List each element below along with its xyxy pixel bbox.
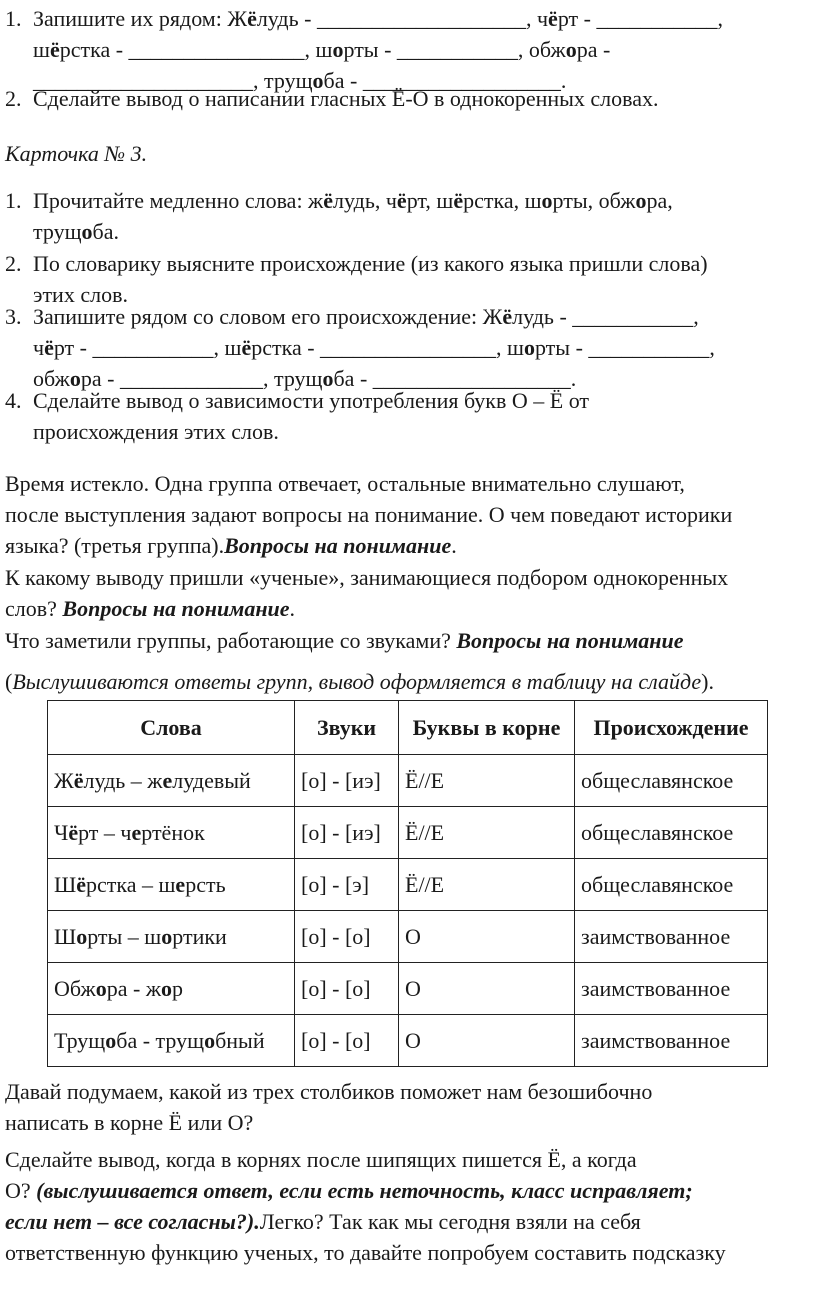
text-run: если нет – все согласны?). <box>5 1209 260 1234</box>
text-run: Прочитайте медленно слова: ж <box>33 188 324 213</box>
paragraph-line <box>5 1145 637 1175</box>
text-run: рты - ___________, <box>534 335 715 360</box>
text-run: о <box>105 1027 117 1053</box>
cell-words <box>48 859 295 911</box>
list-number: 4. <box>5 388 22 413</box>
text-run: ё <box>44 335 54 360</box>
text-run: написать в корне Ё или О? <box>5 1110 254 1135</box>
header-words: Слова <box>48 701 295 755</box>
text-run: Сделайте вывод о написании гласных Ё-О в однокоренных словах. <box>33 86 659 111</box>
cell-words <box>48 755 295 807</box>
cell-letters: Ё//Е <box>399 807 575 859</box>
paragraph-line <box>5 1176 693 1206</box>
text-run: Вопросы на понимание <box>62 596 290 621</box>
list-line <box>33 217 119 247</box>
list-number: 1. <box>5 6 22 31</box>
paragraph-line <box>5 1238 726 1268</box>
cell-letters: Ё//Е <box>399 755 575 807</box>
text-run: Вопросы на понимание <box>456 628 684 653</box>
text-run: рты, обж <box>552 188 636 213</box>
text-run: е <box>175 871 186 897</box>
table-row <box>48 859 768 911</box>
paragraph-line <box>5 1207 641 1237</box>
cell-sounds: [о] - [иэ] <box>295 807 399 859</box>
text-run: р <box>172 975 184 1001</box>
paragraph-line <box>5 500 732 530</box>
text-run: о <box>95 975 107 1001</box>
text-run: трущ <box>33 219 82 244</box>
text-run: ба - __________________. <box>333 366 577 391</box>
header-letters: Буквы в корне <box>399 701 575 755</box>
text-run: о <box>312 68 324 93</box>
text-run: рты – ш <box>87 923 162 949</box>
text-run: лудь – ж <box>83 767 163 793</box>
list-line <box>33 186 673 216</box>
cell-letters: О <box>399 963 575 1015</box>
text-run: Давай подумаем, какой из трех столбиков поможет нам безошибочно <box>5 1079 653 1104</box>
text-run: о <box>69 366 81 391</box>
text-run: ё <box>396 188 407 213</box>
list-line <box>33 249 708 279</box>
header-origin: Происхождение <box>575 701 768 755</box>
text-run: Ж <box>54 767 74 793</box>
table-row <box>48 963 768 1015</box>
list-number: 2. <box>5 86 22 111</box>
paragraph-line <box>5 594 295 624</box>
text-run: о <box>635 188 647 213</box>
list-line <box>33 333 715 363</box>
text-run: ра, <box>646 188 673 213</box>
text-run: ё <box>73 767 84 793</box>
text-run: Что заметили группы, работающие со звуками? <box>5 628 457 653</box>
text-run: рт – ч <box>78 819 132 845</box>
text-run: ё <box>241 335 252 360</box>
text-run: ё <box>247 6 257 31</box>
cell-words <box>48 963 295 1015</box>
list-line <box>33 417 279 447</box>
text-run: По словарику выясните происхождение (из какого языка пришли слова) <box>33 251 708 276</box>
text-run: ч <box>33 335 45 360</box>
cell-words <box>48 807 295 859</box>
table-row <box>48 1015 768 1067</box>
text-run: ( <box>5 669 13 694</box>
cell-origin: заимствованное <box>575 911 768 963</box>
text-run: ртёнок <box>141 819 205 845</box>
table-row <box>48 755 768 807</box>
text-run: рт, ш <box>406 188 454 213</box>
text-run: ртики <box>172 923 227 949</box>
list-number: 2. <box>5 251 22 276</box>
paragraph-line <box>5 563 728 593</box>
paragraph-line <box>5 626 684 656</box>
text-run: происхождения этих слов. <box>33 419 279 444</box>
text-run: . <box>289 596 296 621</box>
text-run: ра - _____________, трущ <box>80 366 323 391</box>
text-run: рт - ___________, <box>557 6 723 31</box>
text-run: (выслушивается ответ, если есть неточность, класс исправляет; <box>36 1178 693 1203</box>
text-run: ё <box>323 188 334 213</box>
text-run: рстка, ш <box>463 188 542 213</box>
list-line <box>33 302 699 332</box>
cell-words <box>48 911 295 963</box>
text-run: ба - __________________. <box>323 68 567 93</box>
text-run: ё <box>453 188 464 213</box>
text-run: рстка - ________________, ш <box>251 335 524 360</box>
text-run: языка? (третья группа). <box>5 533 225 558</box>
cell-letters: Ё//Е <box>399 859 575 911</box>
list-line <box>33 35 610 65</box>
paragraph-line <box>5 469 685 499</box>
text-run: ш <box>33 37 50 62</box>
cell-origin: общеславянское <box>575 755 768 807</box>
paragraph-line <box>5 1108 253 1138</box>
text-run: о <box>322 366 334 391</box>
text-run: е <box>131 819 142 845</box>
text-run: лудь, ч <box>333 188 397 213</box>
text-run: бный <box>215 1027 265 1053</box>
table-row <box>48 911 768 963</box>
text-run: ё <box>76 871 86 897</box>
table-row <box>48 807 768 859</box>
text-run: ё <box>548 6 558 31</box>
text-run: рсть <box>185 871 226 897</box>
text-run: о <box>76 923 88 949</box>
text-run: Ш <box>54 871 77 897</box>
text-run: Запишите их рядом: Ж <box>33 6 248 31</box>
text-run: Сделайте вывод, когда в корнях после шипящих пишется Ё, а когда <box>5 1147 637 1172</box>
cell-sounds: [о] - [о] <box>295 963 399 1015</box>
text-run: о <box>541 188 553 213</box>
text-run: Ч <box>54 819 69 845</box>
text-run: Легко? Так как мы сегодня взяли на себя <box>259 1209 641 1234</box>
text-run: обж <box>33 366 70 391</box>
text-run: Обж <box>54 975 96 1001</box>
text-run: ответственную функцию ученых, то давайте попробуем составить подсказку <box>5 1240 726 1265</box>
text-run: рстка - ________________, ш <box>59 37 333 62</box>
list-line <box>33 84 659 114</box>
text-run: ба - трущ <box>116 1027 205 1053</box>
text-run: ____________________, трущ <box>33 68 313 93</box>
table-header-row <box>48 701 768 755</box>
cell-sounds: [о] - [э] <box>295 859 399 911</box>
sounds-table <box>47 700 768 1067</box>
text-run: ра - ж <box>106 975 162 1001</box>
header-sounds: Звуки <box>295 701 399 755</box>
text-run: ). <box>701 669 714 694</box>
cell-words <box>48 1015 295 1067</box>
list-number: 3. <box>5 304 22 329</box>
text-run: слов? <box>5 596 63 621</box>
text-run: лудь - ___________________, ч <box>256 6 549 31</box>
text-run: ё <box>502 304 513 329</box>
cell-origin: заимствованное <box>575 1015 768 1067</box>
cell-sounds: [о] - [о] <box>295 911 399 963</box>
text-run: о <box>161 923 173 949</box>
paragraph-line <box>5 667 714 697</box>
cell-origin: общеславянское <box>575 859 768 911</box>
card-title: Карточка № 3. <box>5 141 148 166</box>
text-run: Сделайте вывод о зависимости употребления букв О – Ё от <box>33 388 590 413</box>
text-run: Запишите рядом со словом его происхождение: Ж <box>33 304 503 329</box>
paragraph-line <box>5 531 457 561</box>
cell-sounds: [о] - [иэ] <box>295 755 399 807</box>
cell-origin: заимствованное <box>575 963 768 1015</box>
text-run: О? <box>5 1178 37 1203</box>
text-run: рстка – ш <box>85 871 176 897</box>
text-run: Время истекло. Одна группа отвечает, остальные внимательно слушают, <box>5 471 685 496</box>
list-number: 1. <box>5 188 22 213</box>
list-line <box>33 4 723 34</box>
text-run: Трущ <box>54 1027 106 1053</box>
text-run: о <box>523 335 535 360</box>
text-run: Ш <box>54 923 77 949</box>
text-run: К какому выводу пришли «ученые», занимающиеся подбором однокоренных <box>5 565 729 590</box>
text-run: о <box>161 975 173 1001</box>
text-run: е <box>162 767 173 793</box>
text-run: Вопросы на понимание <box>224 533 452 558</box>
text-run: ба. <box>92 219 120 244</box>
cell-sounds: [о] - [о] <box>295 1015 399 1067</box>
text-run: ра - <box>576 37 611 62</box>
cell-origin: общеславянское <box>575 807 768 859</box>
text-run: этих слов. <box>33 282 128 307</box>
text-run: лудевый <box>172 767 251 793</box>
cell-letters: О <box>399 1015 575 1067</box>
list-line <box>33 386 589 416</box>
text-run: лудь - ___________, <box>512 304 699 329</box>
text-run: о <box>565 37 577 62</box>
paragraph-line <box>5 1077 652 1107</box>
text-run: рты - ___________, обж <box>343 37 566 62</box>
text-run: . <box>451 533 457 558</box>
text-run: о <box>204 1027 216 1053</box>
text-run: ё <box>68 819 79 845</box>
cell-letters: О <box>399 911 575 963</box>
text-run: Выслушиваются ответы групп, вывод оформляется в таблицу на слайде <box>12 669 702 694</box>
text-run: о <box>81 219 93 244</box>
text-run: после выступления задают вопросы на понимание. О чем поведают историки <box>5 502 733 527</box>
text-run: о <box>332 37 344 62</box>
text-run: рт - ___________, ш <box>53 335 242 360</box>
text-run: ё <box>49 37 60 62</box>
